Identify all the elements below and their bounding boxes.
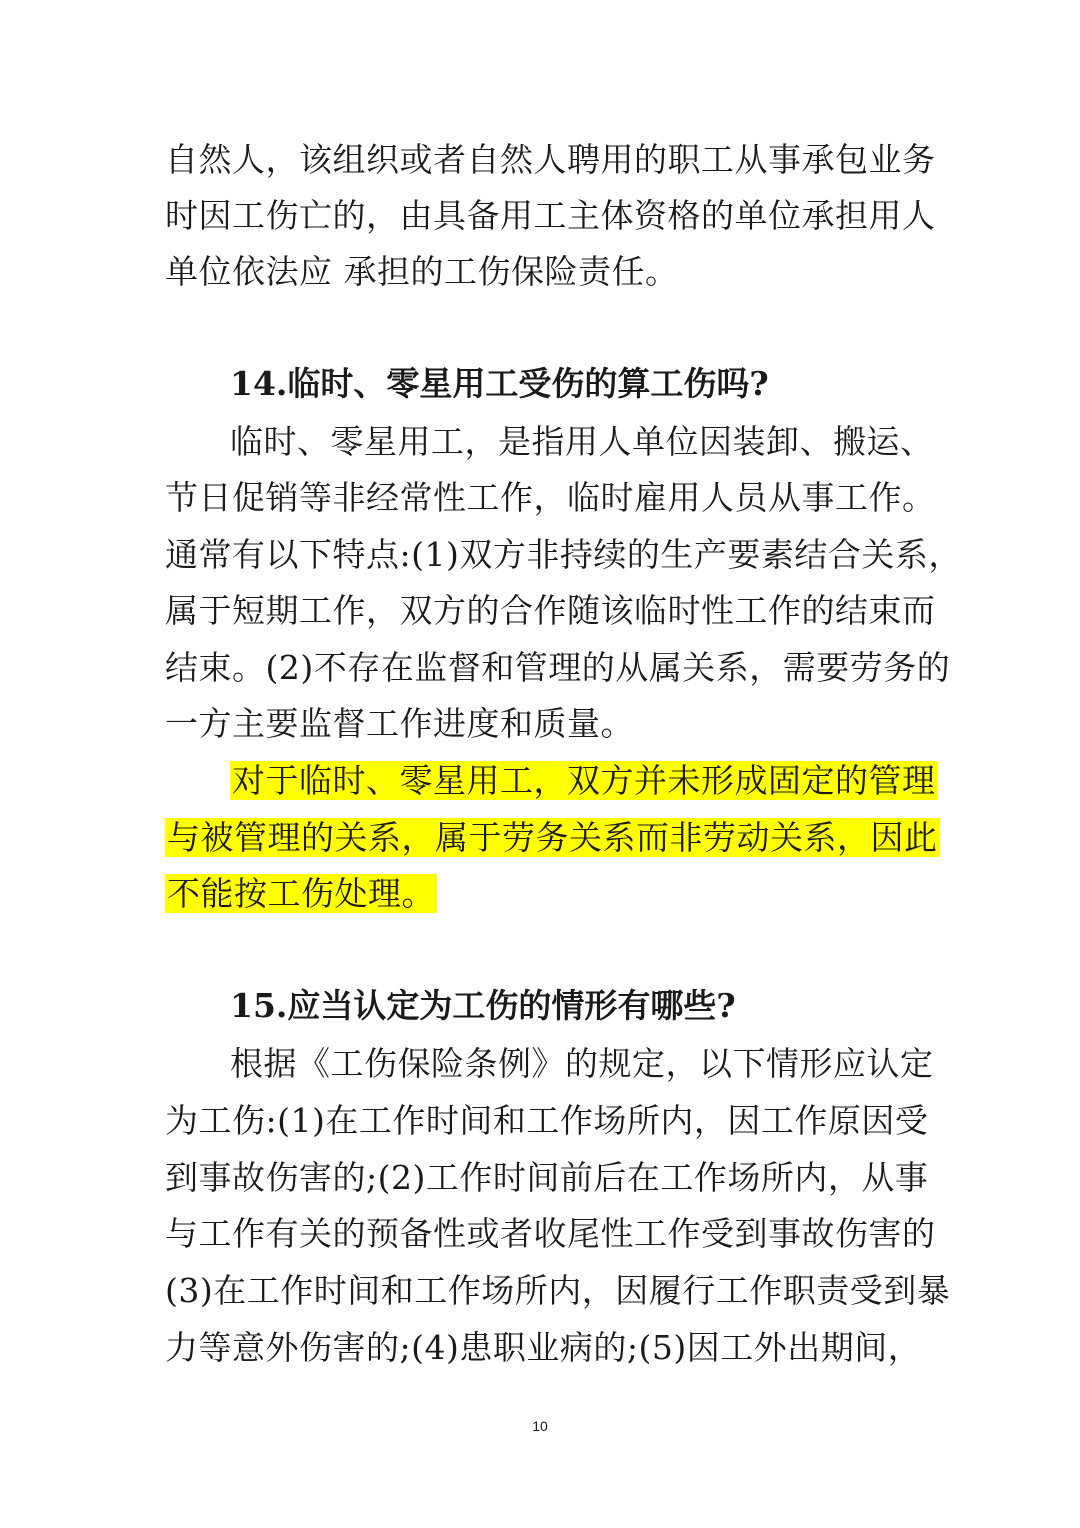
intro-line-3: 单位依法应 承担的工伤保险责任。 bbox=[165, 252, 679, 291]
section-15-p1-line-3: 到事故伤害的;(2)工作时间前后在工作场所内，从事 bbox=[165, 1158, 929, 1197]
section-14-p1-line-3: 通常有以下特点:(1)双方非持续的生产要素结合关系， bbox=[165, 535, 962, 574]
highlighted-text: 不能按工伤处理。 bbox=[167, 874, 435, 913]
section-14-p2-line-3 bbox=[165, 866, 925, 922]
section-14-p1-line-4: 属于短期工作，双方的合作随该临时性工作的结束而 bbox=[165, 591, 936, 630]
section-14-p1-line-6: 一方主要监督工作进度和质量。 bbox=[165, 704, 634, 743]
page-number: 10 bbox=[532, 1418, 548, 1434]
section-15-p1-line-5: (3)在工作时间和工作场所内，因履行工作职责受到暴 bbox=[165, 1271, 951, 1310]
section-14-p2-line-1 bbox=[230, 753, 990, 809]
section-14-heading: 14.临时、零星用工受伤的算工伤吗? bbox=[230, 364, 769, 403]
section-14-p1-line-5: 结束。(2)不存在监督和管理的从属关系，需要劳务的 bbox=[165, 648, 951, 687]
section-14-p1-line-2: 节日促销等非经常性工作，临时雇用人员从事工作。 bbox=[165, 478, 936, 517]
section-15-p1-line-2: 为工伤:(1)在工作时间和工作场所内，因工作原因受 bbox=[165, 1101, 929, 1140]
highlighted-text: 对于临时、零星用工，双方并未形成固定的管理 bbox=[232, 761, 936, 800]
intro-line-2: 时因工伤亡的，由具备用工主体资格的单位承担用人 bbox=[165, 196, 936, 235]
section-15-heading: 15.应当认定为工伤的情形有哪些? bbox=[230, 986, 736, 1025]
section-14-p1-line-1: 临时、零星用工，是指用人单位因装卸、搬运、 bbox=[230, 422, 934, 461]
intro-line-1: 自然人，该组织或者自然人聘用的职工从事承包业务 bbox=[165, 140, 936, 179]
section-15-p1-line-1: 根据《工伤保险条例》的规定，以下情形应认定 bbox=[230, 1044, 934, 1083]
section-15-p1-line-6: 力等意外伤害的;(4)患职业病的;(5)因工外出期间， bbox=[165, 1328, 922, 1367]
section-14-p2-line-2 bbox=[165, 810, 938, 866]
section-15-p1-line-4: 与工作有关的预备性或者收尾性工作受到事故伤害的 bbox=[165, 1214, 936, 1253]
highlighted-text: 与被管理的关系，属于劳务关系而非劳动关系，因此 bbox=[167, 818, 938, 857]
